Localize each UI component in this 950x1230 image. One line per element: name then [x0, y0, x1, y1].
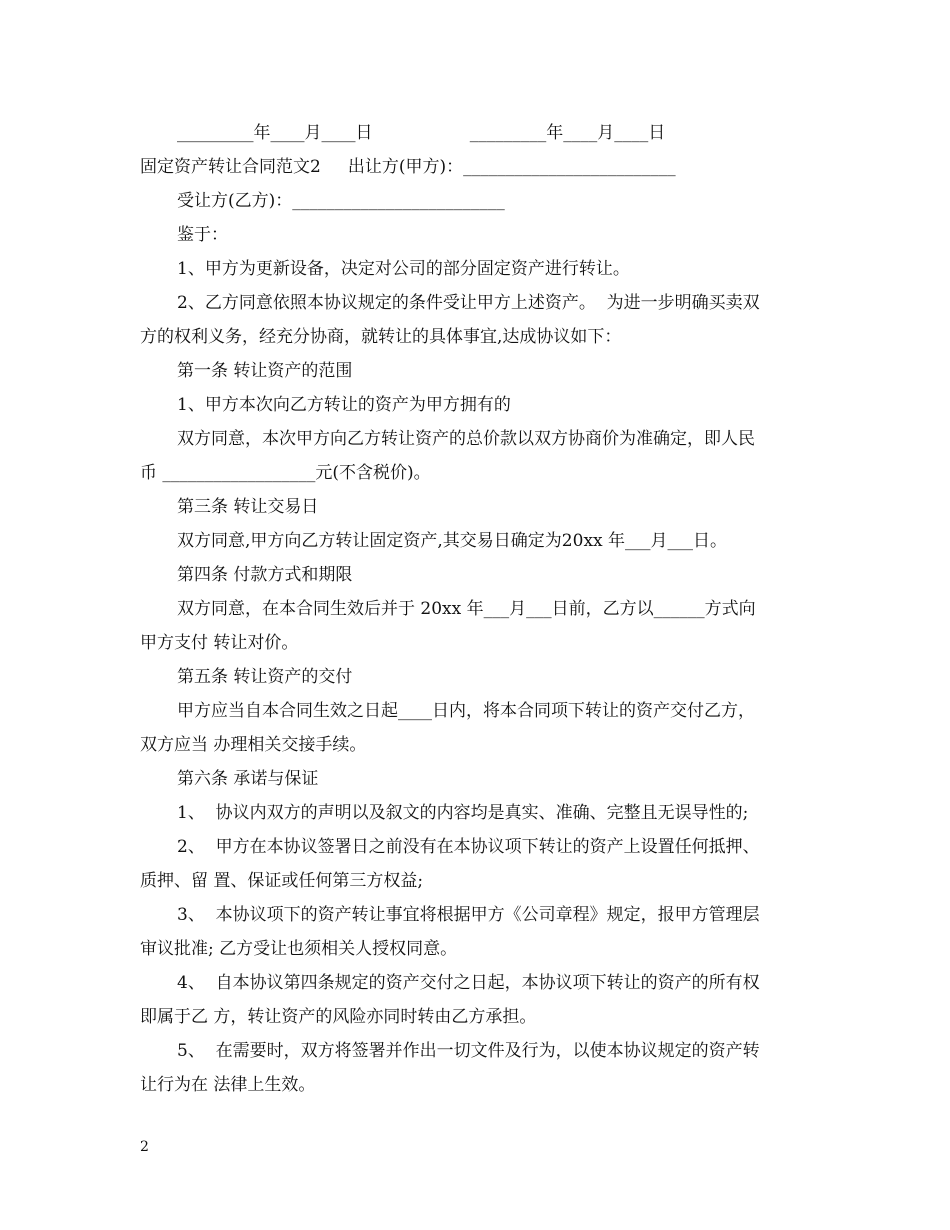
text-line: 1、 协议内双方的声明以及叙文的内容均是真实、准确、完整且无误导性的;	[177, 803, 749, 823]
page-number: 2	[140, 1139, 149, 1155]
text-line: 受让方(乙方)：_________________________	[177, 191, 505, 211]
text-line: 甲方应当自本合同生效之日起____日内，将本合同项下转让的资产交付乙方，	[177, 701, 755, 721]
text-line: 审议批准; 乙方受让也须相关人授权同意。	[140, 939, 458, 959]
text-line: 5、 在需要时，双方将签署并作出一切文件及行为，以使本协议规定的资产转	[177, 1041, 760, 1061]
text-line: 双方同意,甲方向乙方转让固定资产,其交易日确定为20xx 年___月___日。	[177, 531, 728, 551]
text-line: 双方应当 办理相关交接手续。	[140, 735, 367, 755]
text-line: 1、甲方本次向乙方转让的资产为甲方拥有的	[177, 395, 511, 415]
text-line: 第六条 承诺与保证	[177, 769, 319, 789]
text-line: 质押、留 置、保证或任何第三方权益;	[140, 871, 424, 891]
text-line: 第五条 转让资产的交付	[177, 667, 353, 687]
text-line: 2、乙方同意依照本协议规定的条件受让甲方上述资产。 为进一步明确买卖双	[177, 293, 760, 313]
text-line: 第四条 付款方式和期限	[177, 565, 353, 585]
text-line: 让行为在 法律上生效。	[140, 1075, 316, 1095]
text-line: 第一条 转让资产的范围	[177, 361, 353, 381]
text-line: _________年____月____日 _________年____月____日	[177, 123, 666, 143]
text-line: 2、 甲方在本协议签署日之前没有在本协议项下转让的资产上设置任何抵押、	[177, 837, 760, 857]
text-line: 第三条 转让交易日	[177, 497, 319, 517]
text-line: 双方同意，本次甲方向乙方转让资产的总价款以双方协商价为准确定，即人民	[177, 429, 755, 449]
text-line: 币 __________________元(不含税价)。	[140, 463, 431, 483]
text-line: 3、 本协议项下的资产转让事宜将根据甲方《公司章程》规定，报甲方管理层	[177, 905, 760, 925]
text-line: 方的权利义务，经充分协商，就转让的具体事宜,达成协议如下：	[140, 327, 622, 347]
text-line: 1、甲方为更新设备，决定对公司的部分固定资产进行转让。	[177, 259, 630, 279]
text-line: 4、 自本协议第四条规定的资产交付之日起，本协议项下转让的资产的所有权	[177, 973, 760, 993]
text-line: 固定资产转让合同范文2 出让方(甲方)：_________________________	[140, 157, 676, 177]
text-line: 鉴于：	[177, 225, 228, 245]
text-line: 双方同意，在本合同生效后并于 20xx 年___月___日前，乙方以______方式向	[177, 599, 756, 619]
text-line: 甲方支付 转让对价。	[140, 633, 299, 653]
text-line: 即属于乙 方，转让资产的风险亦同时转由乙方承担。	[140, 1007, 537, 1027]
